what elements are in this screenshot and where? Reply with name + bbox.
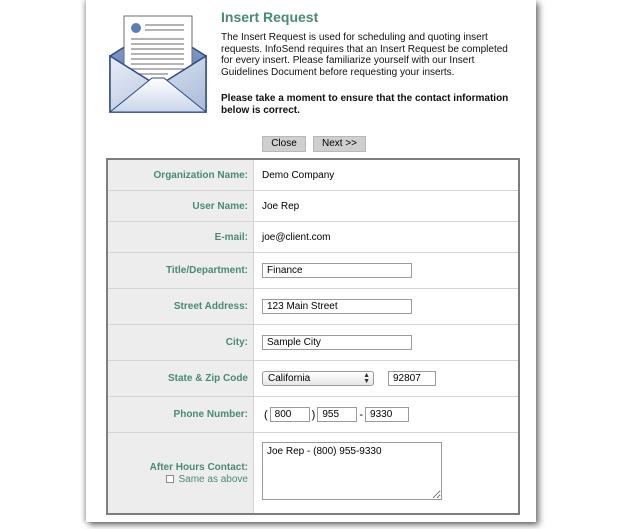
- state-selected-value: California: [268, 373, 311, 384]
- city-label: City:: [108, 325, 254, 360]
- select-arrows-icon: ▲ ▼: [363, 371, 370, 385]
- after-hours-row: [108, 433, 518, 513]
- email-row: [108, 222, 518, 253]
- after-hours-cell: [254, 433, 518, 513]
- city-input[interactable]: [262, 335, 412, 350]
- phone-dash: -: [359, 408, 364, 421]
- city-row: [108, 325, 518, 361]
- state-zip-label: State & Zip Code: [108, 361, 254, 396]
- street-row: [108, 289, 518, 325]
- next-button[interactable]: Next >>: [313, 136, 366, 152]
- organization-row: [108, 160, 518, 191]
- user-value: Joe Rep: [262, 200, 300, 212]
- street-input[interactable]: [262, 299, 412, 314]
- title-department-input[interactable]: [262, 263, 412, 278]
- user-row: [108, 191, 518, 222]
- phone-close-paren: ): [311, 408, 316, 421]
- notice-text: Please take a moment to ensure that the contact information below is correct.: [221, 93, 509, 116]
- organization-label: Organization Name:: [108, 160, 254, 190]
- title-department-label: Title/Department:: [108, 253, 254, 288]
- phone-prefix-input[interactable]: [317, 407, 357, 422]
- same-as-above-option[interactable]: [166, 474, 249, 485]
- user-label: User Name:: [108, 191, 254, 221]
- phone-row: [108, 397, 518, 433]
- same-as-above-label: Same as above: [178, 473, 248, 485]
- phone-area-input[interactable]: [270, 407, 310, 422]
- title-department-row: [108, 253, 518, 289]
- after-hours-textarea[interactable]: [262, 442, 442, 500]
- street-cell: [254, 289, 518, 324]
- after-hours-label-cell: [108, 433, 254, 513]
- envelope-document-icon: [108, 12, 208, 116]
- phone-open-paren: (: [264, 408, 268, 421]
- zip-input[interactable]: [388, 371, 436, 386]
- organization-value: Demo Company: [262, 169, 335, 181]
- same-as-above-checkbox[interactable]: [166, 475, 174, 483]
- street-label: Street Address:: [108, 289, 254, 324]
- state-zip-cell: [254, 361, 518, 396]
- email-label: E-mail:: [108, 222, 254, 252]
- page-title: Insert Request: [221, 9, 319, 25]
- state-zip-row: [108, 361, 518, 397]
- intro-text: The Insert Request is used for scheduling and quoting insert requests. InfoSend requires that an Insert Request be completed for every insert. Please familiarize yourself with our Insert Guidelines Document before requesting your inserts.: [221, 32, 508, 78]
- email-value: joe@client.com: [262, 231, 331, 243]
- city-cell: [254, 325, 518, 360]
- phone-cell: [254, 397, 518, 432]
- close-button[interactable]: Close: [262, 136, 306, 152]
- state-select[interactable]: [262, 371, 374, 386]
- phone-line-input[interactable]: [365, 407, 409, 422]
- after-hours-label: After Hours Contact:: [149, 461, 248, 473]
- phone-label: Phone Number:: [108, 397, 254, 432]
- contact-form: [106, 158, 520, 515]
- title-department-cell: [254, 253, 518, 288]
